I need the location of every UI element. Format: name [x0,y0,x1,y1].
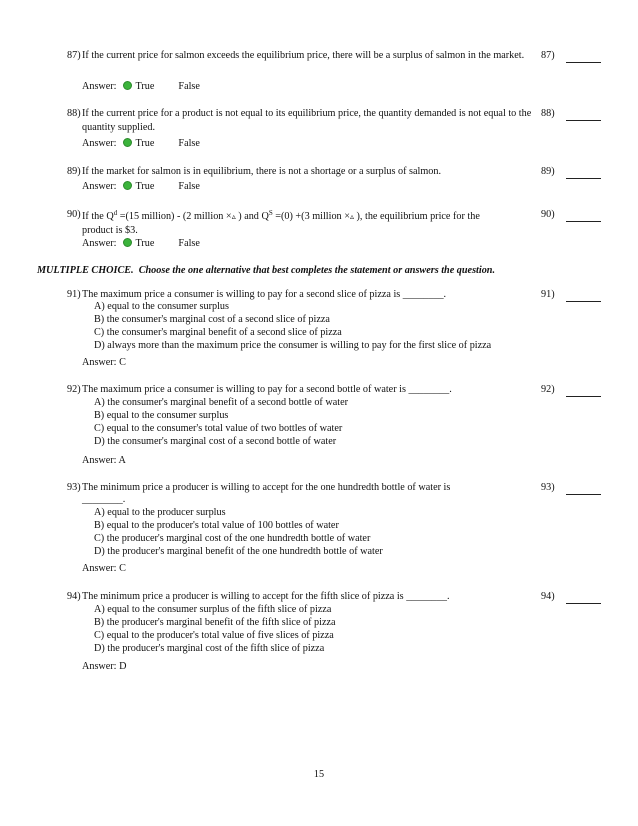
question-text [82,206,537,238]
option-b: B) equal to the consumer surplus [94,410,229,421]
false-option: False [178,138,200,149]
question-text: If the market for salmon is in equilibrium, there is not a shortage or a surplus of salmon. [82,166,442,177]
answer-line: Answer: A [82,455,126,466]
answer-line [82,237,200,251]
price-symbol-icon: ▵ [231,212,236,221]
false-option: False [178,238,200,249]
answer-blank[interactable] [566,168,601,179]
option-d: D) the consumer's marginal cost of a second bottle of water [94,436,337,447]
question-number: 89) [67,166,81,177]
equation-part: If the Q [82,211,114,222]
page-number: 15 [313,769,325,780]
answer-label: Answer: [82,138,117,149]
question-text-line2: ________. [82,494,126,505]
answer-blank[interactable] [566,291,601,302]
answer-blank[interactable] [566,52,601,63]
response-number: 94) [541,591,555,602]
option-c: C) the consumer's marginal benefit of a second slice of pizza [94,327,342,338]
question-number: 92) [67,384,81,395]
correct-indicator-icon [123,138,132,147]
answer-label: Answer: [82,181,117,192]
correct-indicator-icon [123,181,132,190]
response-number: 92) [541,384,555,395]
section-header [37,264,495,278]
option-d: D) always more than the maximum price the consumer is willing to pay for the first slice of pizza [94,340,492,351]
answer-blank[interactable] [566,110,601,121]
equation-part: ), the equilibrium price for the [353,211,480,222]
option-a: A) the consumer's marginal benefit of a second bottle of water [94,397,348,408]
option-a: A) equal to the producer surplus [94,507,226,518]
answer-line [82,80,200,94]
question-text: The maximum price a consumer is willing to pay for a second bottle of water is ________. [82,384,452,395]
equation-part: ) and Q [235,211,269,222]
question-number: 88) [67,108,81,119]
section-title: MULTIPLE CHOICE. [37,265,134,276]
price-symbol-icon: ▵ [349,212,354,221]
superscript-s: S [268,209,273,217]
option-b: B) the producer's marginal benefit of the fifth slice of pizza [94,617,336,628]
question-number: 93) [67,482,81,493]
question-number: 87) [67,50,81,61]
question-number: 94) [67,591,81,602]
false-option: False [178,181,200,192]
question-number: 91) [67,289,81,300]
correct-indicator-icon [123,81,132,90]
question-text-line2: product is $3. [82,225,138,236]
equation-part: =(0) +(3 million × [272,211,350,222]
answer-blank[interactable] [566,484,601,495]
response-number: 89) [541,166,555,177]
response-number: 93) [541,482,555,493]
answer-label: Answer: [82,238,117,249]
option-c: C) equal to the producer's total value of five slices of pizza [94,630,334,641]
option-b: B) equal to the producer's total value of 100 bottles of water [94,520,339,531]
correct-indicator-icon [123,238,132,247]
true-option: True [135,138,155,149]
option-c: C) the producer's marginal cost of the one hundredth bottle of water [94,533,371,544]
superscript-d: d [113,209,118,217]
question-text: The minimum price a producer is willing to accept for the fifth slice of pizza is ________. [82,591,450,602]
true-option: True [135,181,155,192]
true-option: True [135,81,155,92]
answer-line [82,180,200,194]
answer-line: Answer: D [82,661,127,672]
response-number: 91) [541,289,555,300]
answer-label: Answer: [82,81,117,92]
section-instructions: Choose the one alternative that best completes the statement or answers the question. [138,265,495,276]
option-a: A) equal to the consumer surplus [94,301,229,312]
question-text: The minimum price a producer is willing to accept for the one hundredth bottle of water is [82,482,451,493]
answer-line [82,137,200,151]
answer-line: Answer: C [82,563,126,574]
answer-blank[interactable] [566,211,601,222]
question-text: If the current price for a product is not equal to its equilibrium price, the quantity demanded is not equal to the quantity supplied. [82,108,532,133]
option-b: B) the consumer's marginal cost of a second slice of pizza [94,314,330,325]
answer-line: Answer: C [82,357,126,368]
option-c: C) equal to the consumer's total value of two bottles of water [94,423,343,434]
answer-blank[interactable] [566,593,601,604]
equation-part: =(15 million) - (2 million × [117,211,232,222]
response-number: 90) [541,209,555,220]
answer-blank[interactable] [566,386,601,397]
option-d: D) the producer's marginal benefit of the one hundredth bottle of water [94,546,383,557]
question-text: The maximum price a consumer is willing to pay for a second slice of pizza is ________. [82,289,447,300]
question-number: 90) [67,209,81,220]
option-d: D) the producer's marginal cost of the fifth slice of pizza [94,643,325,654]
response-number: 87) [541,50,555,61]
response-number: 88) [541,108,555,119]
false-option: False [178,81,200,92]
true-option: True [135,238,155,249]
question-text: If the current price for salmon exceeds the equilibrium price, there will be a surplus of salmon in the market. [82,50,525,61]
option-a: A) equal to the consumer surplus of the fifth slice of pizza [94,604,332,615]
